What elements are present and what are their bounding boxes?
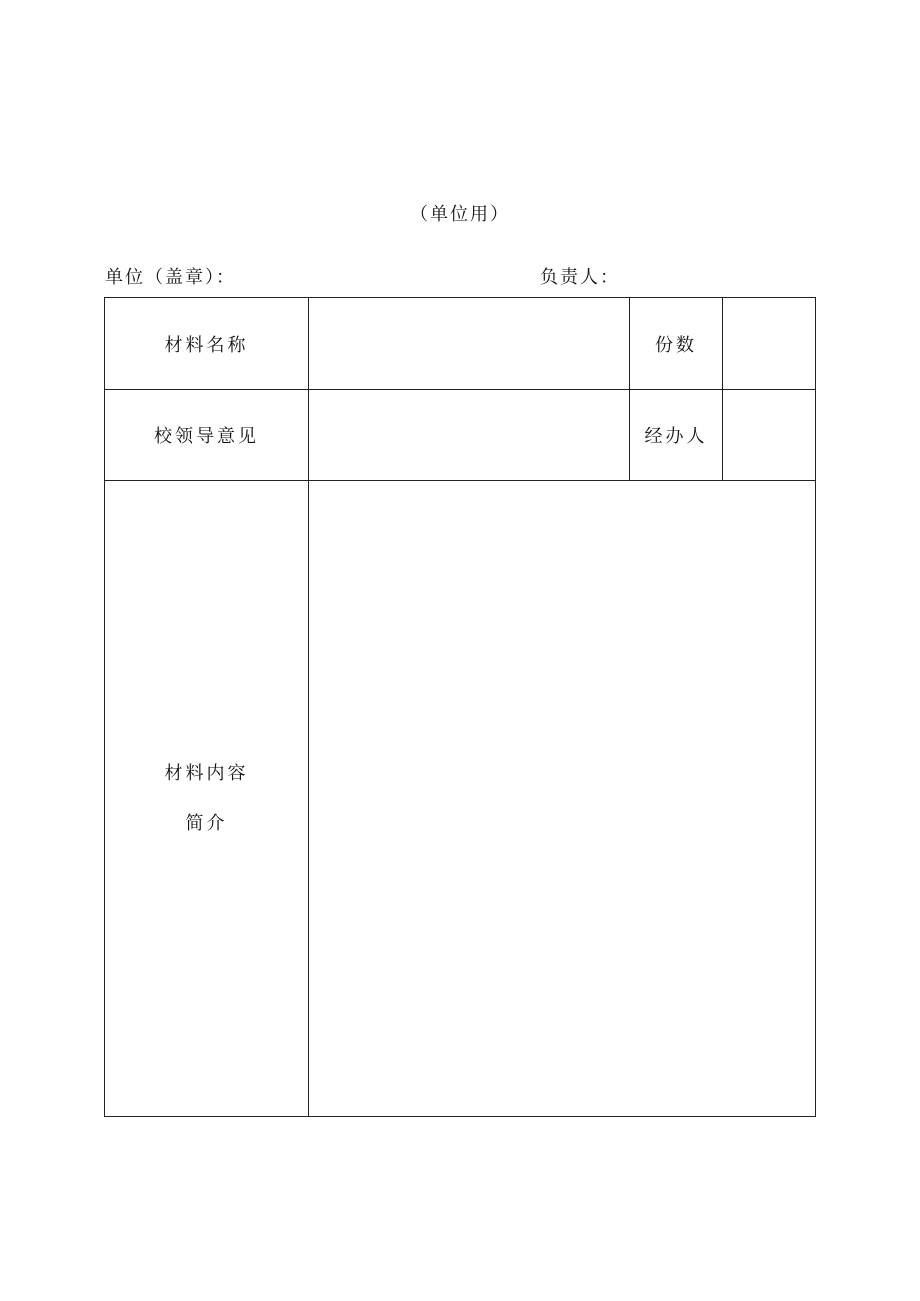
material-submission-table (104, 297, 816, 1117)
content-summary-label-line1: 材料内容 (164, 762, 249, 784)
person-in-charge-label: 负责人： (540, 267, 620, 288)
table-row (105, 390, 816, 481)
copies-field[interactable] (723, 298, 816, 390)
handler-field[interactable] (723, 390, 816, 481)
unit-stamp-label: 单位（盖章）： (105, 267, 236, 288)
leader-opinion-field[interactable] (309, 390, 630, 481)
copies-label: 份数 (630, 298, 723, 390)
leader-opinion-label: 校领导意见 (105, 390, 309, 481)
content-summary-field[interactable] (309, 481, 816, 1117)
table-row (105, 481, 816, 1117)
form-title: （单位用） (410, 204, 510, 225)
content-summary-label-line2: 简介 (185, 812, 228, 834)
handler-label: 经办人 (630, 390, 723, 481)
table-row (105, 298, 816, 390)
content-summary-label-cell (105, 481, 309, 1117)
material-name-field[interactable] (309, 298, 630, 390)
material-name-label: 材料名称 (105, 298, 309, 390)
